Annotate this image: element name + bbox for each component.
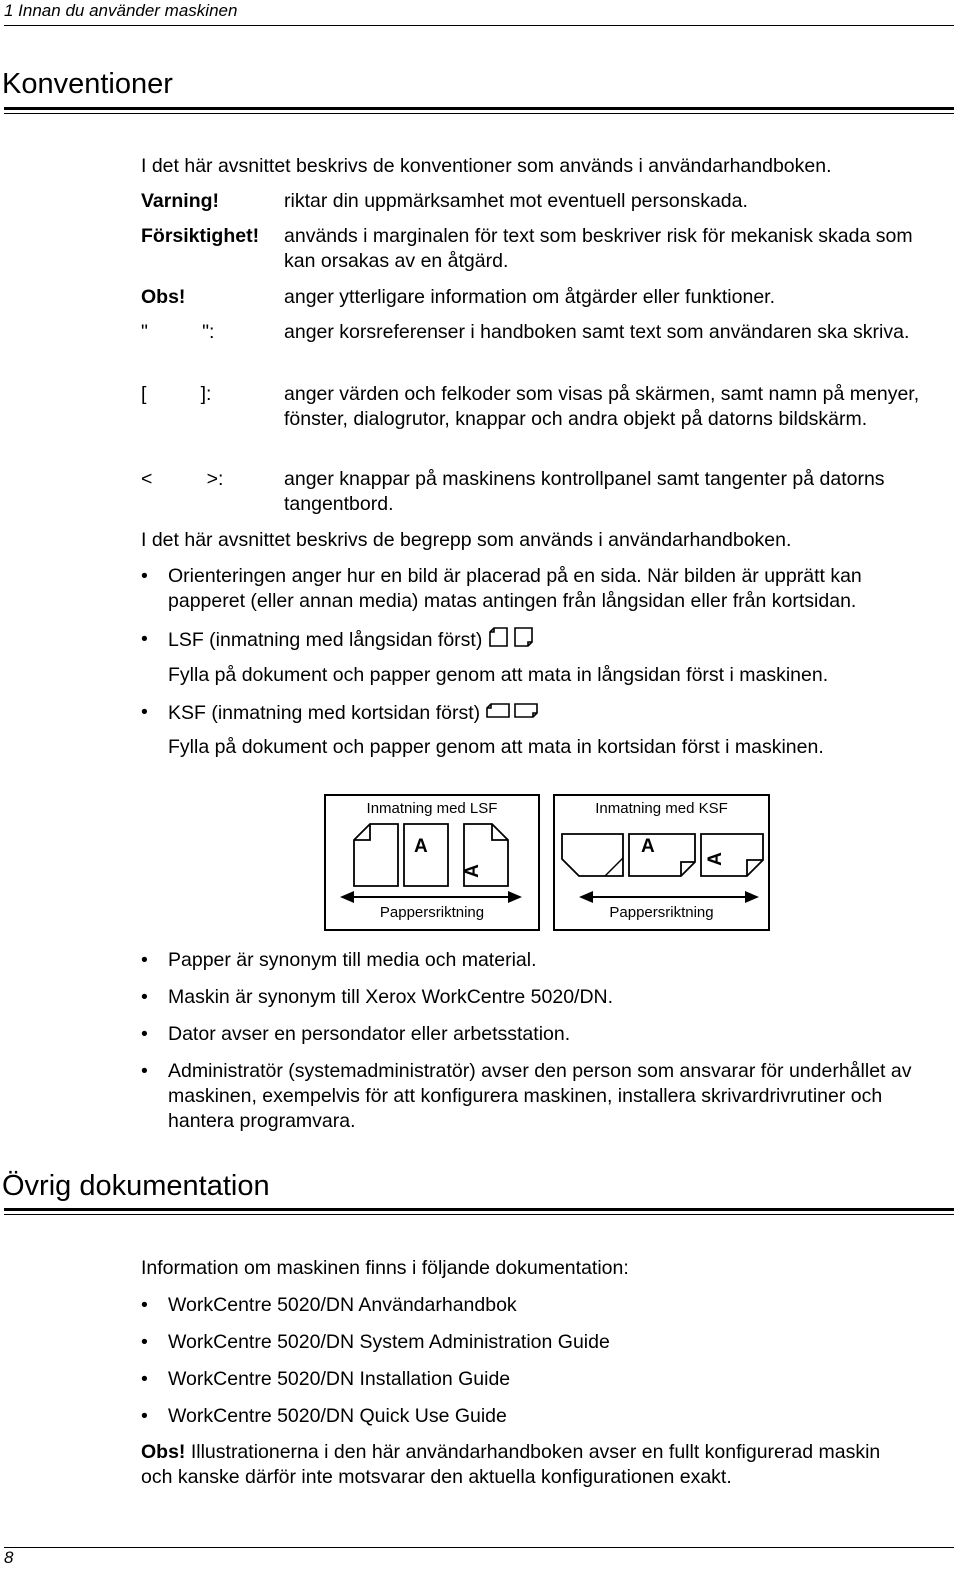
section-rule [4,107,954,110]
figure-lsf-letter: A [414,836,428,857]
bullet-ksf [168,700,958,729]
figure-ksf [553,794,770,931]
bullet-marker: • [141,1294,148,1316]
convention-label-warning: Varning! [141,190,220,212]
terms-intro: I det här avsnittet beskrivs de begrepp som används i användarhandboken. [141,529,792,551]
convention-label-caution: Försiktighet! [141,225,260,247]
footer-rule [4,1547,954,1548]
section-title-conventions: Konventioner [2,68,173,100]
bullet-marker: • [141,1331,148,1353]
figure-ksf-letter: A [641,836,655,857]
section-rule [4,1208,954,1211]
bullet-marker: • [141,565,148,587]
section-rule [4,113,954,114]
bullet-marker: • [141,1023,148,1045]
figure-ksf-letter-rotated: A [704,852,726,866]
bullet-marker: • [141,949,148,971]
bullet-marker: • [141,1368,148,1390]
convention-desc-brackets: anger värden och felkoder som visas på skärmen, samt namn på menyer, fönster, dialogrutor, knappar och andra objekt på datorns bildskärm. [284,383,920,430]
figure-lsf-caption: Pappersriktning [379,904,485,921]
bullet-paper: Papper är synonym till media och material. [168,949,537,971]
page-number: 8 [4,1548,14,1567]
convention-label-quotes: " ": [141,321,215,343]
doc-item: WorkCentre 5020/DN System Administration Guide [168,1331,610,1353]
bullet-marker: • [141,986,148,1008]
bullet-marker: • [141,701,148,723]
bullet-lsf-label: LSF (inmatning med långsidan först) [168,629,483,651]
bullet-administrator: Administratör (systemadministratör) avser den person som ansvarar för underhållet av maskinen, exempelvis för att konfigurera maskinen, installera skrivardrivrutiner och hantera programvara. [168,1060,912,1132]
conventions-intro: I det här avsnittet beskrivs de konventioner som används i användarhandboken. [141,155,832,177]
ksf-orientation-icon [486,700,540,729]
convention-desc-warning: riktar din uppmärksamhet mot eventuell personskada. [284,190,748,212]
other-docs-note [141,1440,901,1490]
convention-desc-note: anger ytterligare information om åtgärder eller funktioner. [284,286,776,308]
doc-item: WorkCentre 5020/DN Quick Use Guide [168,1405,507,1427]
bullet-marker: • [141,1405,148,1427]
ksf-description: Fylla på dokument och papper genom att mata in kortsidan först i maskinen. [168,736,824,758]
other-docs-intro: Information om maskinen finns i följande dokumentation: [141,1257,629,1279]
convention-desc-angles: anger knappar på maskinens kontrollpanel samt tangenter på datorns tangentbord. [284,468,885,515]
lsf-description: Fylla på dokument och papper genom att mata in långsidan först i maskinen. [168,664,829,686]
convention-label-note: Obs! [141,286,186,308]
figure-ksf-caption: Pappersriktning [609,904,714,921]
convention-desc-caution: används i marginalen för text som beskriver risk för mekanisk skada som kan orsakas av en åtgärd. [284,225,913,272]
chapter-header: 1 Innan du använder maskinen [4,1,238,20]
bullet-orientation: Orienteringen anger hur en bild är placerad på en sida. När bilden är upprätt kan papperet (eller annan media) matas antingen från långsidan eller från kortsidan. [168,565,862,612]
convention-label-angles: < >: [141,468,224,490]
bullet-marker: • [141,1060,148,1082]
figure-lsf-title: Inmatning med LSF [366,800,498,817]
section-title-other-docs: Övrig dokumentation [2,1170,270,1202]
bullet-computer: Dator avser en persondator eller arbetsstation. [168,1023,571,1045]
note-text: Illustrationerna i den här användarhandboken avser en fullt konfigurerad maskin och kanske därför inte motsvarar den aktuella konfigurationen exakt. [141,1441,881,1488]
figure-ksf-title: Inmatning med KSF [595,800,728,817]
figure-lsf-letter-rotated: A [461,864,483,878]
bullet-marker: • [141,628,148,650]
header-rule [4,25,954,26]
convention-desc-quotes: anger korsreferenser i handboken samt text som användaren ska skriva. [284,321,910,343]
bullet-ksf-label: KSF (inmatning med kortsidan först) [168,702,481,724]
convention-label-brackets: [ ]: [141,383,212,405]
doc-item: WorkCentre 5020/DN Installation Guide [168,1368,511,1390]
note-label: Obs! [141,1441,186,1463]
bullet-machine: Maskin är synonym till Xerox WorkCentre 5020/DN. [168,986,614,1008]
section-rule [4,1214,954,1215]
doc-item: WorkCentre 5020/DN Användarhandbok [168,1294,517,1316]
lsf-orientation-icon [488,627,536,656]
figure-lsf [324,794,540,931]
bullet-lsf [168,627,958,656]
